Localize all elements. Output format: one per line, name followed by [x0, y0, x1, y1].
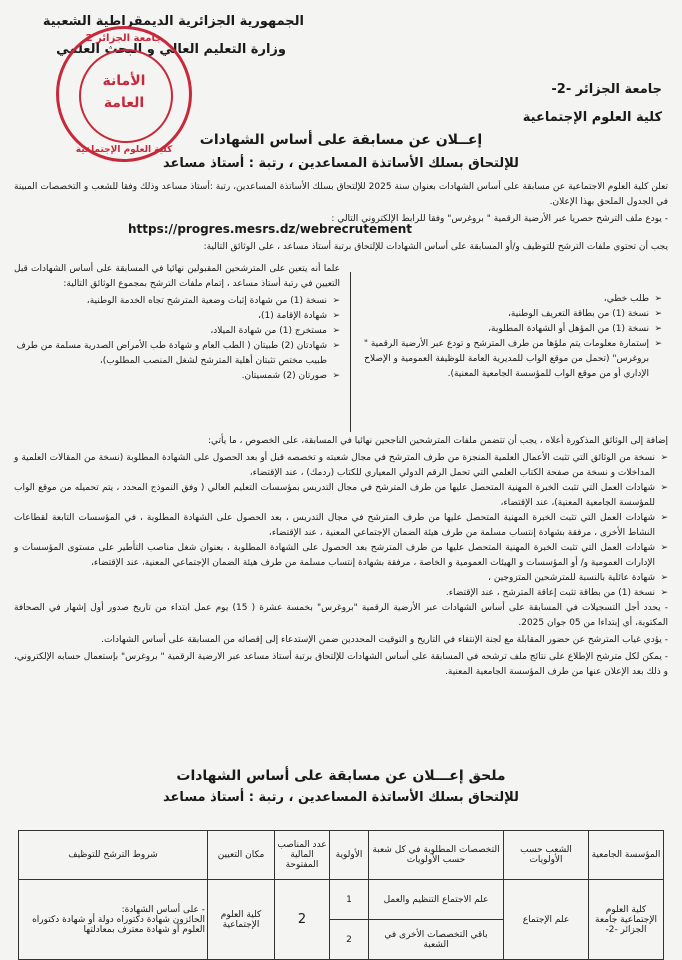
conditions-heading: - على أساس الشهادة:: [121, 904, 205, 915]
cell-priority: 1: [330, 880, 369, 920]
docs-left-list: [14, 294, 340, 384]
header-field: الشعب حسب الأولويات: [504, 831, 589, 880]
list-item: ➢ نسخة (1) من شهادة إثبات وضعية المترشح تجاه الخدمة الوطنية،: [14, 294, 340, 309]
intro-text: تعلن كلية العلوم الاجتماعية عن مسابقة على أساس الشهادات بعنوان سنة 2025 للإلتحاق بسلك الأساتذة المساعدين، رتبة :أستاذ مساعد وذلك وفقا للشعب و التخصصات المبينة في الجدول الملحق بهذا الإعلان.: [14, 182, 668, 207]
cell-conditions: [19, 880, 208, 960]
stamp-ring-bottom: كلية العلوم الإجتماعية: [75, 145, 173, 155]
cell-priority: 2: [330, 920, 369, 960]
table-row: [19, 880, 664, 920]
stamp-ring-top: جامعة الجزائر 2: [85, 33, 163, 44]
cell-specialty: علم الاجتماع التنظيم والعمل: [369, 880, 504, 920]
additional-list: [14, 451, 668, 601]
list-item: ➢ طلب خطي،: [346, 292, 662, 307]
requirements-intro: [14, 240, 668, 257]
list-item: ➢ إستمارة معلومات يتم ملؤها من طرف المترشح و تودع عبر الأرضية الرقمية " بروغرس" (تحمل من موقع الواب للمديرية العامة للوظيفة العمومية و الإصلاح الإداري أو من موقع الواب للمؤسسة الجامعية المعنية).: [346, 337, 662, 382]
list-item: ➢ شهادتان (2) طبيتان ( الطب العام و شهادة طب الأمراض الصدرية مسلمة من طرف طبيب مختص تثبتان أهلية المترشح لشغل المنصب المطلوب)،: [14, 339, 340, 369]
header-positions: عدد المناصب المالية المفتوحة: [275, 831, 330, 880]
cell-place: كلية العلوم الإجتماعية: [208, 880, 275, 960]
additional-intro: إضافة إلى الوثائق المذكورة أعلاه ، يجب أن تتضمن ملفات المترشحين الناجحين نهائيا في المسابقة، على الخصوص ، ما يأتي:: [207, 436, 668, 446]
list-item: ➢ شهادة الإقامة (1)،: [14, 309, 340, 324]
deposit-text: - يودع ملف الترشح حصريا عبر الأرضية الرقمية " بروغرس" وفقا للرابط الإلكتروني التالي :: [331, 214, 668, 224]
list-item: ➢ نسخة من الوثائق التي تثبت الأعمال العلمية المنجزة من طرف المترشح في مجال شعبته و تخصصه قبل أو بعد الحصول على الشهادة المطلوبة (نسخة من المقالات العلمية و المداخلات و نسخة من صفحة الكتاب العلمي التي تحمل الرقم الدولي المعياري للكتاب (ردمك) ، عند الإقتضاء،: [14, 451, 668, 481]
docs-right-list: [346, 292, 662, 382]
ministry-title: وزارة التعليم العالي و البحث العلمي: [56, 42, 286, 57]
cell-institution: كلية العلوم الإجتماعية جامعة الجزائر -2-: [589, 880, 664, 960]
recruitment-link[interactable]: https://progres.mesrs.dz/webrecrutement: [128, 222, 413, 236]
header-institution: المؤسسة الجامعية: [589, 831, 664, 880]
list-item: ➢ نسخة (1) من المؤهل أو الشهادة المطلوبة،: [346, 322, 662, 337]
deadline-text: - يحدد أجل التسجيلات في المسابقة على أساس الشهادات عبر الأرضية الرقمية "بروغرس" بخمسة عشرة ( 15) يوم عمل ابتداء من تاريخ صدور أول إشهار في الصحافة المكتوبة، أي إبتداءا من 05 جوان 2025.: [14, 603, 668, 628]
absence-text: - يؤدي غياب المترشح عن حضور المقابلة مع لجنة الإنتقاء في التاريخ و التوقيت المحددين ضمن الإستدعاء إلى إقصائه من المسابقة على أساس الشهادات.: [101, 635, 668, 645]
cell-positions: 2: [275, 880, 330, 960]
announcement-subtitle: للإلتحاق بسلك الأساتذة المساعدين ، رتبة : أستاذ مساعد: [163, 156, 519, 171]
announcement-title: إعــلان عن مسابقة على أساس الشهادات: [199, 132, 483, 148]
stamp-center-2: العامة: [103, 95, 145, 111]
cell-specialty: باقي التخصصات الأخرى في الشعبة: [369, 920, 504, 960]
table-header-row: [19, 831, 664, 880]
header-place: مكان التعيين: [208, 831, 275, 880]
faculty-name: كلية العلوم الإجتماعية: [522, 110, 662, 125]
list-item: ➢ شهادات العمل التي تثبت الخبرة المهنية المتحصل عليها من طرف المترشح بعد الحصول على الشهادة المطلوبة ، بعنوان شغل مناصب التأطير على مستوى المؤسسات و الإدارات العمومية و/ أو المؤسسات و الهيئات العمومية و الخاصة ، مرفقة بشهادة إنتساب مسلمة من طرف هيئة الضمان الإجتماعي المعنية، عند الإقتضاء،: [14, 541, 668, 571]
positions-table: [18, 830, 664, 960]
university-name: جامعة الجزائر -2-: [551, 82, 662, 97]
list-item: ➢ شهادة عائلية بالنسبة للمترشحين المتزوجين ،: [14, 571, 668, 586]
header-conditions: شروط الترشح للتوظيف: [19, 831, 208, 880]
republic-title: الجمهورية الجزائرية الديمقراطية الشعبية: [42, 14, 304, 29]
list-item: ➢ مستخرج (1) من شهادة الميلاد،: [14, 324, 340, 339]
cell-field: علم الإجتماع: [504, 880, 589, 960]
must-contain-text: يجب أن تحتوي ملفات الترشح للتوظيف و/أو المسابقة على أساس الشهادات للإلتحاق برتبة أستاذ مساعد ، على الوثائق التالية:: [203, 242, 668, 252]
docs-left-column: [14, 262, 340, 384]
list-item: ➢ شهادات العمل التي تثبت الخبرة المهنية المتحصل عليها من طرف المترشح في مجال التدريس بمؤسسات التعليم العالي ( وفق النموذج المحدد ، يتم تحميله من موقع الواب للمؤسسة الجامعية المعنية)، عند الإقتضاء،: [14, 481, 668, 511]
annex-title: ملحق إعـــلان عن مسابقة على أساس الشهادات: [176, 768, 506, 784]
header-priority: الأولوية: [330, 831, 369, 880]
list-item: ➢ نسخة (1) من بطاقة التعريف الوطنية،: [346, 307, 662, 322]
header-specialties: التخصصات المطلوبة في كل شعبة حسب الأولويات: [369, 831, 504, 880]
conditions-text: الحائزون شهادة دكتوراه دولة أو شهادة دكتوراه العلوم أو شهادة معترف بمعادلتها: [32, 914, 205, 935]
list-item: ➢ نسخة (1) من بطاقة تثبت إعاقة المترشح ، عند الإقتضاء.: [14, 586, 668, 601]
additional-block: [14, 434, 668, 682]
stamp-center-1: الأمانة: [102, 73, 146, 89]
list-item: ➢ صورتان (2) شمسيتان.: [14, 369, 340, 384]
results-text: - يمكن لكل مترشح الإطلاع على نتائج ملف ترشحه في المسابقة على أساس الشهادات للإلتحاق برتبة أستاذ مساعد عبر الارضية الرقمية " بروغرس" بإستعمال حسابه الإلكتروني، و ذلك بعد الإعلان عنها من طرف المؤسسة الجامعية المعنية.: [14, 652, 668, 677]
annex-subtitle: للإلتحاق بسلك الأساتذة المساعدين ، رتبة : أستاذ مساعد: [163, 790, 519, 805]
docs-right-column: [346, 292, 662, 382]
list-item: ➢ شهادات العمل التي تثبت الخبرة المهنية المتحصل عليها من طرف المترشح في مجال التدريس ، بعد الحصول على الشهادة المطلوبة ، في المؤسسات التابعة لقطاعات النشاط الأخرى ، مرفقة بشهادة إنتساب مسلمة من طرف هيئة الضمان الإجتماعي المعنية ، عند الإقتضاء،: [14, 511, 668, 541]
admission-note: علما أنه يتعين على المترشحين المقبولين نهائيا في المسابقة على أساس الشهادات قبل التعيين في رتبة أستاذ مساعد ، إتمام ملفات الترشح بمجموع الوثائق التالية:: [14, 264, 340, 289]
